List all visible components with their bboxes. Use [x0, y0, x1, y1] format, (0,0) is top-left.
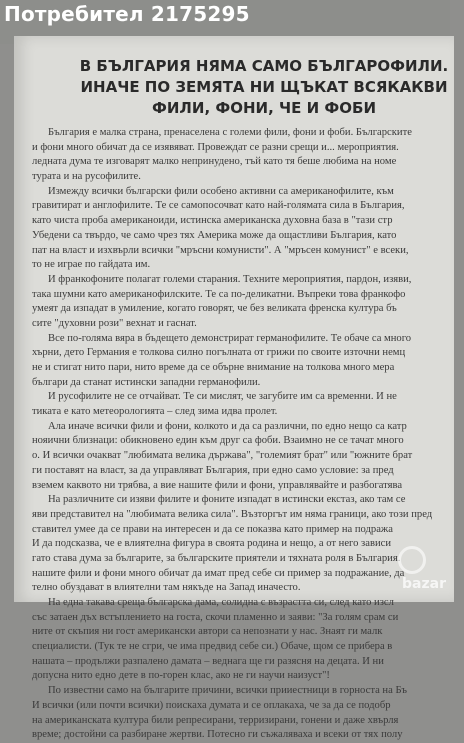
- text-line: ставител умее да се прави на интересен и да се показва като пример на подража: [32, 523, 393, 535]
- text-line: И франкофоните полагат големи старания. Техните мероприятия, пардон, изяви,: [48, 273, 412, 285]
- title-line: В БЪЛГАРИЯ НЯМА САМО БЪЛГАРОФИЛИ.: [79, 57, 449, 75]
- text-line: Все по-голяма вяра в бъдещето демонстрират германофилите. Те обаче са много: [48, 332, 412, 344]
- text-line: тиката е като метеорологията – след зима идва пролет.: [32, 406, 278, 418]
- text-line: допусна нито едно дете в по-горен клас, ако не ги научи наизуст"!: [32, 670, 330, 682]
- text-line: вземем каквото ни трябва, а вие нашите фили и фони, управлявайте и разбогатява: [32, 479, 403, 491]
- text-line: със затаен дъх встъплението на госта, скочи пламенно и заяви: "За голям срам си: [32, 611, 399, 623]
- text-line: гато става дума за българите, за българските приятели и тяхната роля в България.: [32, 552, 401, 564]
- text-line: умеят да изпадат в умиление, когато говорят, че без великата френска култура бъ: [32, 303, 397, 315]
- text-line: На една такава среща българска дама, солидна с възрастта си, след като изсл: [48, 597, 394, 608]
- text-line: ледната дума те изговарят малко непринудено, тъй като тя беше любима на номе: [32, 156, 397, 168]
- text-line: И всички (или почти всички) поискаха думата и се оплакаха, че за да се подобр: [32, 699, 391, 711]
- seller-name: Потребител 2175295: [4, 2, 250, 26]
- text-line: ги поставят на власт, за да управляват България, при едно само условие: за пред: [32, 464, 394, 476]
- text-line: нояични близнаци: обикновено един към друг са фоби. Взаимно не се тачат много: [32, 435, 404, 447]
- text-line: Ала иначе всички фили и фони, колкото и да са различни, по едно нещо са катр: [48, 420, 407, 432]
- title-line: ИНАЧЕ ПО ЗЕМЯТА НИ ЩЪКАТ ВСЯКАКВИ: [80, 78, 448, 96]
- text-line: нашите фили и фони много обичат да имат пред себе си пример за подражание, да: [32, 567, 405, 579]
- text-line: На различните си изяви филите и фоните изпадат в истински екстаз, ако там се: [48, 494, 406, 506]
- text-line: то не играе по гайдата им.: [32, 259, 151, 271]
- article-body: [32, 126, 462, 743]
- text-line: и фони много обичат да се изявяват. Провеждат се разни срещи и... мероприятия.: [32, 141, 399, 153]
- watermark-text: bazar: [402, 576, 446, 592]
- text-line: специалисти. (Тук те не сгри, че има предвид себе си.) Обаче, щом се прибера в: [32, 641, 393, 653]
- text-line: ните от скъпия ни гост американски автори са непознати у нас. Знаят ги малк: [32, 626, 383, 638]
- text-line: По известни само на българите причини, всички прииестници в горноста на Бъ: [48, 685, 408, 697]
- text-line: И русофилите не се отчайват. Те си мислят, че загубите им са временни. И не: [48, 391, 397, 403]
- text-line: време; достойни са разбиране жертви. Потесно ги съжаляваха и всеки от тях полу: [32, 729, 403, 741]
- watermark-logo-icon: [398, 546, 426, 574]
- text-line: българи да станат истински западни германофили.: [32, 376, 261, 388]
- article-title: [64, 56, 464, 119]
- text-line: България е малка страна, пренаселена с големи фили, фони и фоби. Българските: [48, 127, 412, 138]
- text-line: телно обуздават в влиятелни там някъде на Запад иначесто.: [32, 582, 301, 594]
- text-line: яви представител на "любимата велика сила". Възторгът им няма граници, ако този пред: [32, 508, 433, 520]
- text-line: И да подсказва, че е влиятелна фигура в своята родина и нещо, а от него зависи: [32, 538, 391, 550]
- text-line: така шумни като американофилските. Те са по-деликатни. Въпреки това франкофо: [32, 288, 406, 300]
- book-page: [14, 36, 454, 741]
- text-line: на американската култура били репресирани, терризирани, гонени и даже хвърля: [32, 714, 399, 726]
- text-line: пат на власт и изхвърли всички "мръсни комунисти". А "мръсен комунист" е всеки,: [32, 244, 409, 256]
- text-line: хърни, дето Германия е толкова силно погълната от грижи по своите източни немц: [32, 347, 406, 359]
- text-line: гравитират и англофилите. Те се самопосочват като най-голямата сила в България,: [32, 200, 405, 212]
- text-line: турата и на русофилите.: [32, 171, 141, 183]
- text-line: не и стигат нито пари, нито време да се обърне внимание на толкова много мера: [32, 362, 395, 373]
- title-line: ФИЛИ, ФОНИ, ЧЕ И ФОБИ: [152, 99, 376, 117]
- text-line: нашата – продължи разпалено дамата – веднага ще ги разясня на децата. И ни: [32, 655, 384, 667]
- text-line: Убедени са твърдо, че само чрез тях Америка може да ощастливи България, като: [32, 229, 397, 241]
- text-line: о. И всички очакват "любимата велика държава", "големият брат" или "южните брат: [32, 450, 413, 462]
- text-line: като чиста проба американоиди, истинска американска духовна база в "тази стр: [32, 215, 393, 227]
- text-line: сите "духовни рози" вехнат и гаснат.: [32, 317, 197, 329]
- text-line: Измежду всички български фили особено активни са американофилите, към: [48, 185, 394, 197]
